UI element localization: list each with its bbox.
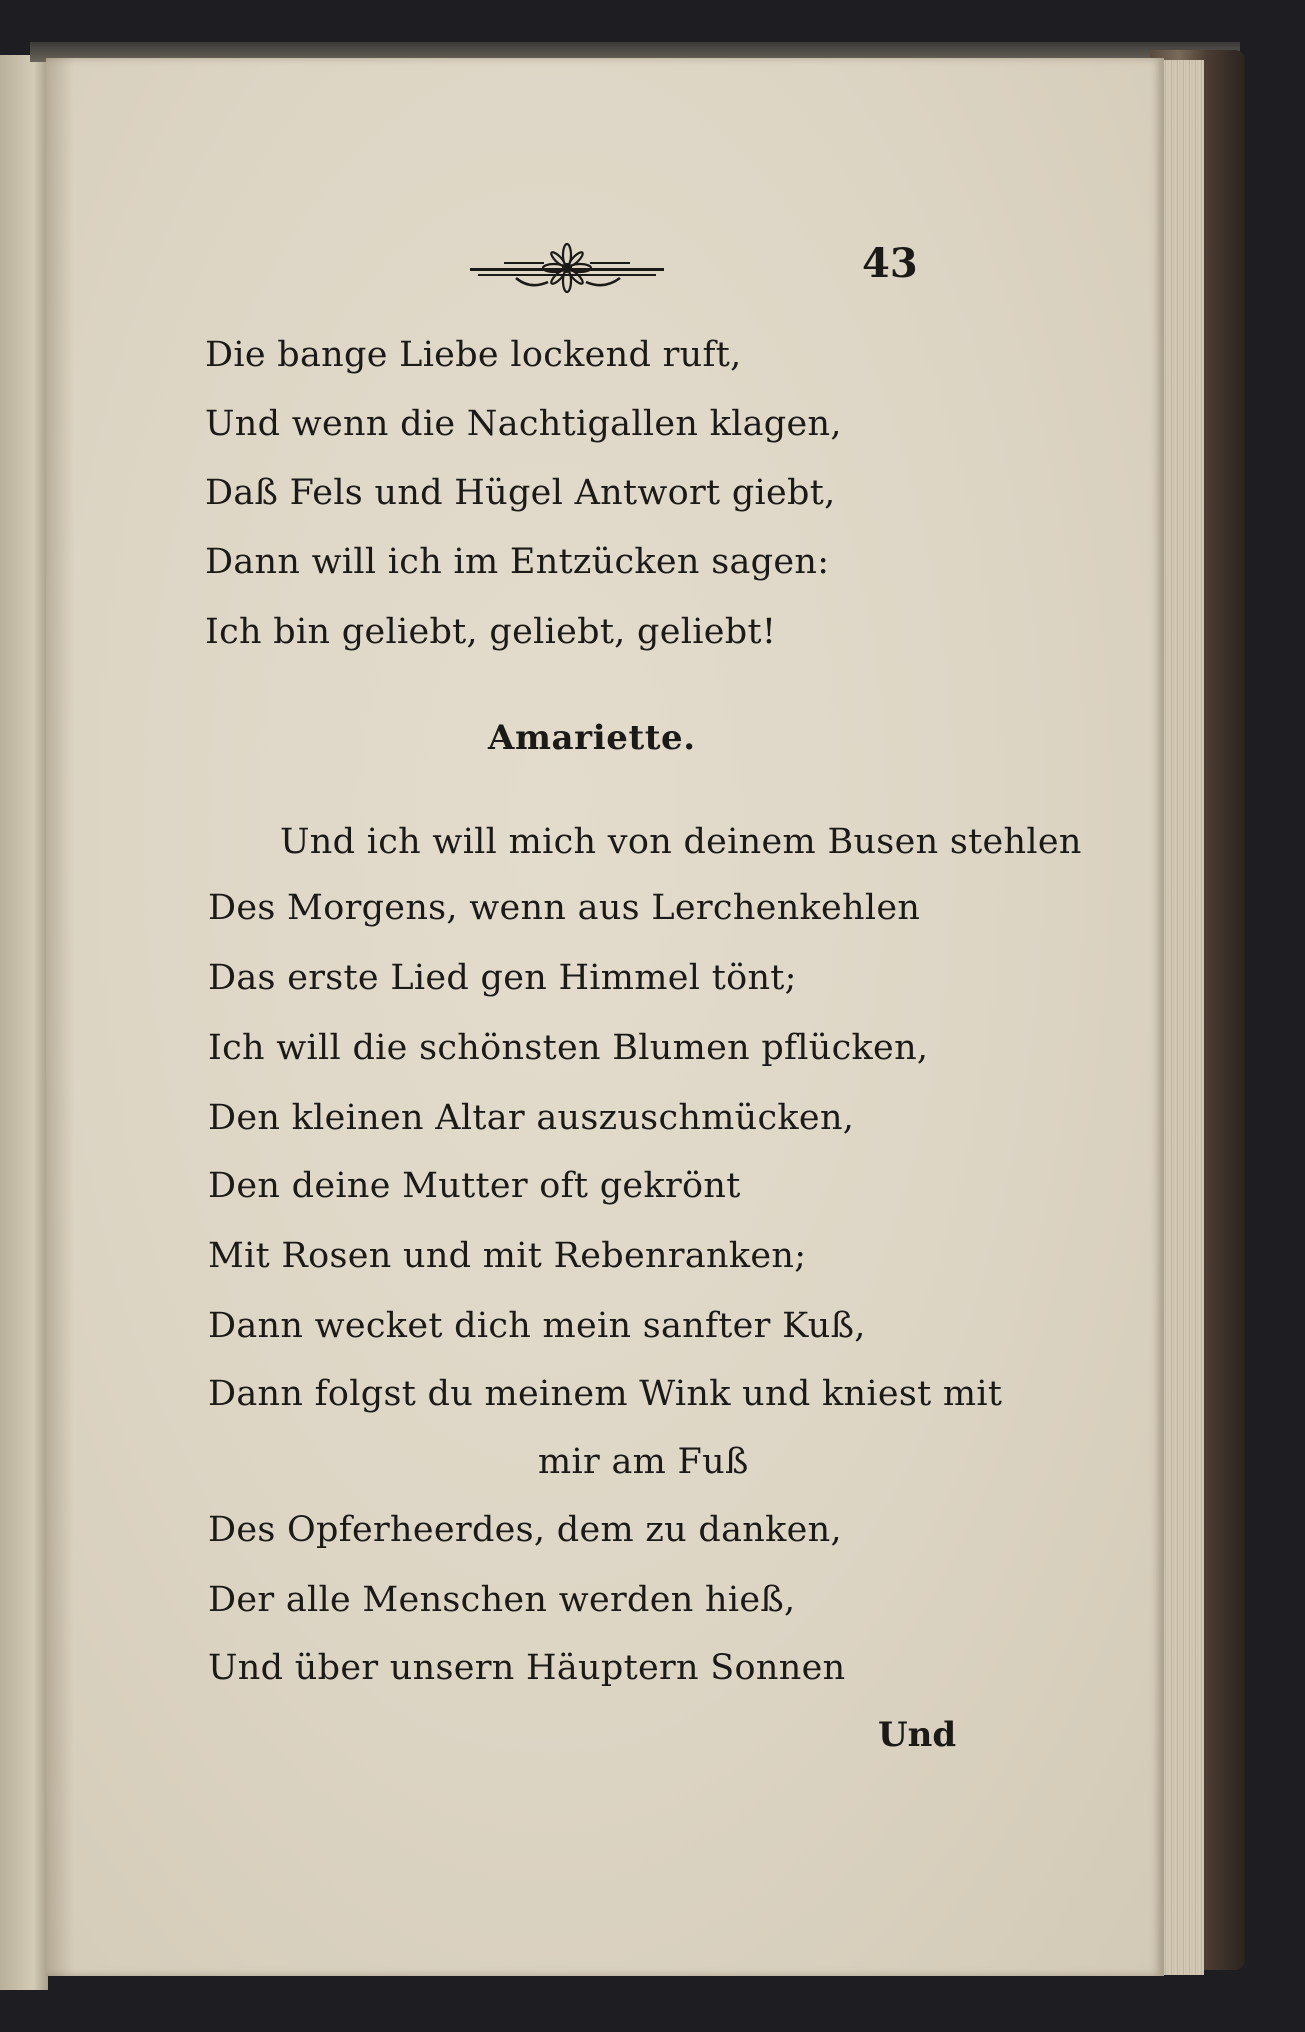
verse-line: Des Opferheerdes, dem zu danken,	[208, 1510, 842, 1550]
verse-line: Dann wecket dich mein sanfter Kuß,	[208, 1306, 866, 1346]
verse-line: Und wenn die Nachtigallen klagen,	[205, 404, 842, 444]
verse-line: Das erste Lied gen Himmel tönt;	[208, 958, 797, 998]
page-block-edges	[1160, 60, 1204, 1975]
verse-line: Die bange Liebe lockend ruft,	[205, 335, 742, 375]
verse-line: Des Morgens, wenn aus Lerchenkehlen	[208, 888, 921, 928]
page-number: 43	[862, 240, 918, 287]
verse-line: Dann will ich im Entzücken sagen:	[205, 542, 830, 582]
verse-line: Dann folgst du meinem Wink und kniest mit	[208, 1374, 1003, 1414]
verse-line: Daß Fels und Hügel Antwort giebt,	[205, 473, 836, 513]
verse-line: Den deine Mutter oft gekrönt	[208, 1166, 741, 1206]
catchword: Und	[878, 1715, 957, 1755]
verse-line: Und über unsern Häuptern Sonnen	[208, 1648, 846, 1688]
facing-page-edge	[0, 55, 48, 1990]
verse-line: Mit Rosen und mit Rebenranken;	[208, 1236, 807, 1276]
verse-line: Der alle Menschen werden hieß,	[208, 1580, 796, 1620]
verse-line: Und ich will mich von deinem Busen stehlen	[280, 822, 1082, 862]
gutter-shadow	[46, 58, 74, 1976]
speaker-heading: Amariette.	[488, 718, 696, 758]
verse-line-continuation: mir am Fuß	[538, 1442, 749, 1482]
verse-line: Ich bin geliebt, geliebt, geliebt!	[205, 612, 777, 652]
verse-line: Ich will die schönsten Blumen pflücken,	[208, 1028, 929, 1068]
verse-line: Den kleinen Altar auszuschmücken,	[208, 1098, 855, 1138]
floral-rule-ornament	[464, 238, 670, 304]
